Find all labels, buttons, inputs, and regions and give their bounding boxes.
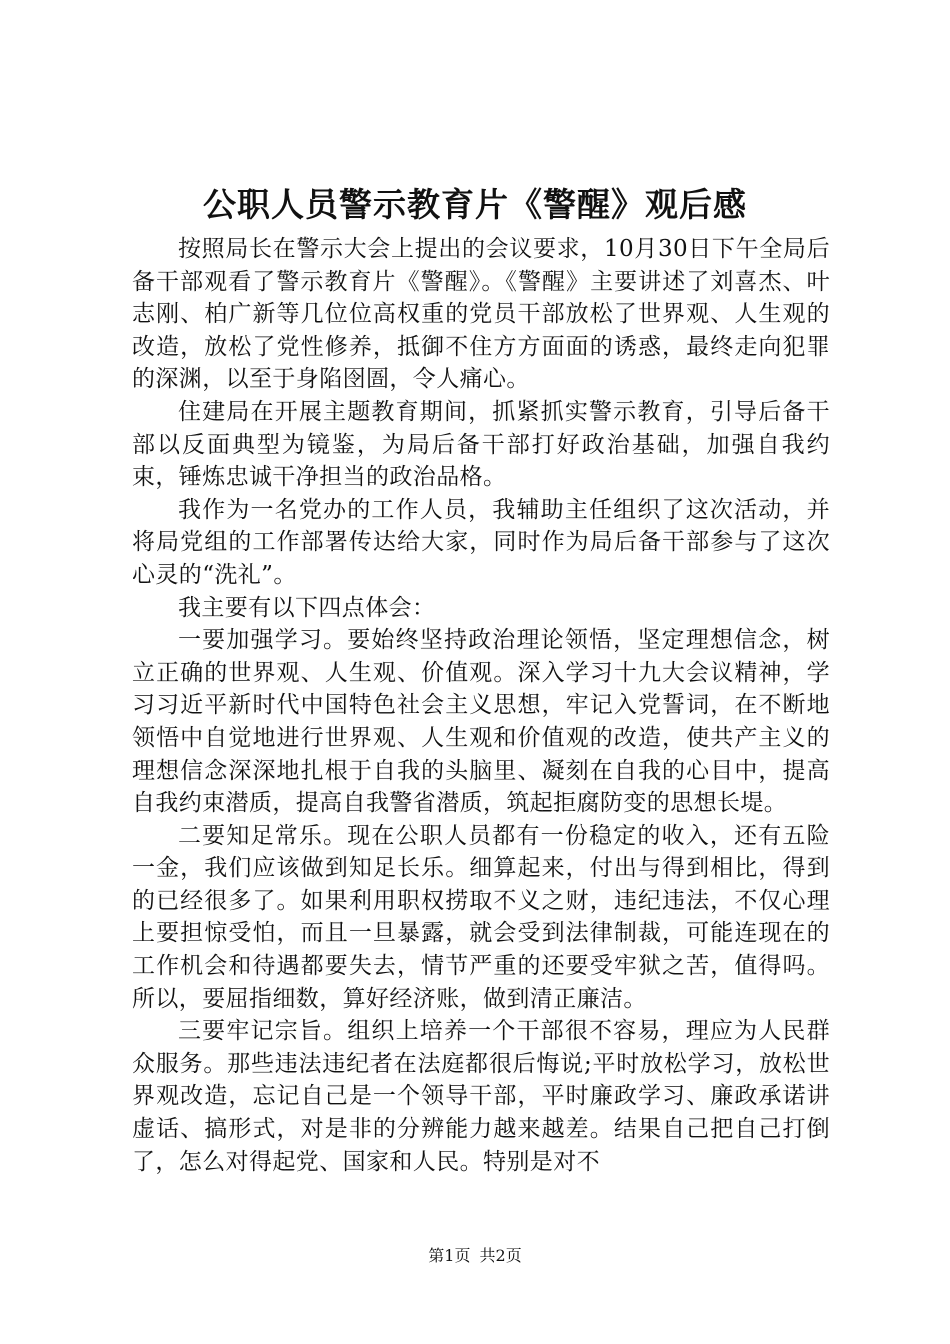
paragraph-bureau: 住建局在开展主题教育期间，抓紧抓实警示教育，引导后备干部以反面典型为镜鉴，为局后备干部打好政治基础，加强自我约束，锤炼忠诚干净担当的政治品格。 [132, 398, 830, 491]
paragraph-summary: 我主要有以下四点体会： [178, 594, 436, 621]
document-body [132, 233, 830, 1178]
page-footer [0, 1245, 950, 1267]
paragraph-point-two: 二要知足常乐。现在公职人员都有一份稳定的收入，还有五险一金，我们应该做到知足长乐。细算起来，付出与得到相比，得到的已经很多了。如果利用职权捞取不义之财，违纪违法，不仅心理上要担惊受怕，而且一旦暴露，就会受到法律制裁，可能连现在的工作机会和待遇都要失去，情节严重的还要受牢狱之苦，值得吗。所以，要屈指细数，算好经济账，做到清正廉洁。 [132, 822, 830, 1012]
paragraph-point-one: 一要加强学习。要始终坚持政治理论领悟，坚定理想信念，树立正确的世界观、人生观、价值观。深入学习十九大会议精神，学习习近平新时代中国特色社会主义思想，牢记入党誓词，在不断地领悟中自觉地进行世界观、人生观和价值观的改造，使共产主义的理想信念深深地扎根于自我的头脑里、凝刻在自我的心目中，提高自我约束潜质，提高自我警省潜质，筑起拒腐防变的思想长堤。 [132, 627, 830, 817]
page-number: 第1页 [428, 1246, 471, 1265]
paragraph-intro: 按照局长在警示大会上提出的会议要求，10月30日下午全局后备干部观看了警示教育片《警醒》。《警醒》主要讲述了刘喜杰、叶志刚、柏广新等几位位高权重的党员干部放松了世界观、人生观的改造，放松了党性修养，抵御不住方方面面的诱惑，最终走向犯罪的深渊，以至于身陷囹圄，令人痛心。 [132, 236, 830, 393]
document-title: 公职人员警示教育片《警醒》观后感 [203, 185, 747, 224]
paragraph-point-three: 三要牢记宗旨。组织上培养一个干部很不容易，理应为人民群众服务。那些违法违纪者在法庭都很后悔说;平时放松学习，放松世界观改造，忘记自己是一个领导干部，平时廉政学习、廉政承诺讲虚话、搞形式，对是非的分辨能力越来越差。结果自己把自己打倒了，怎么对得起党、国家和人民。特别是对不 [132, 1018, 830, 1175]
page-total: 共2页 [479, 1246, 522, 1265]
paragraph-role: 我作为一名党办的工作人员，我辅助主任组织了这次活动，并将局党组的工作部署传达给大家，同时作为局后备干部参与了这次心灵的“洗礼”。 [132, 496, 830, 588]
